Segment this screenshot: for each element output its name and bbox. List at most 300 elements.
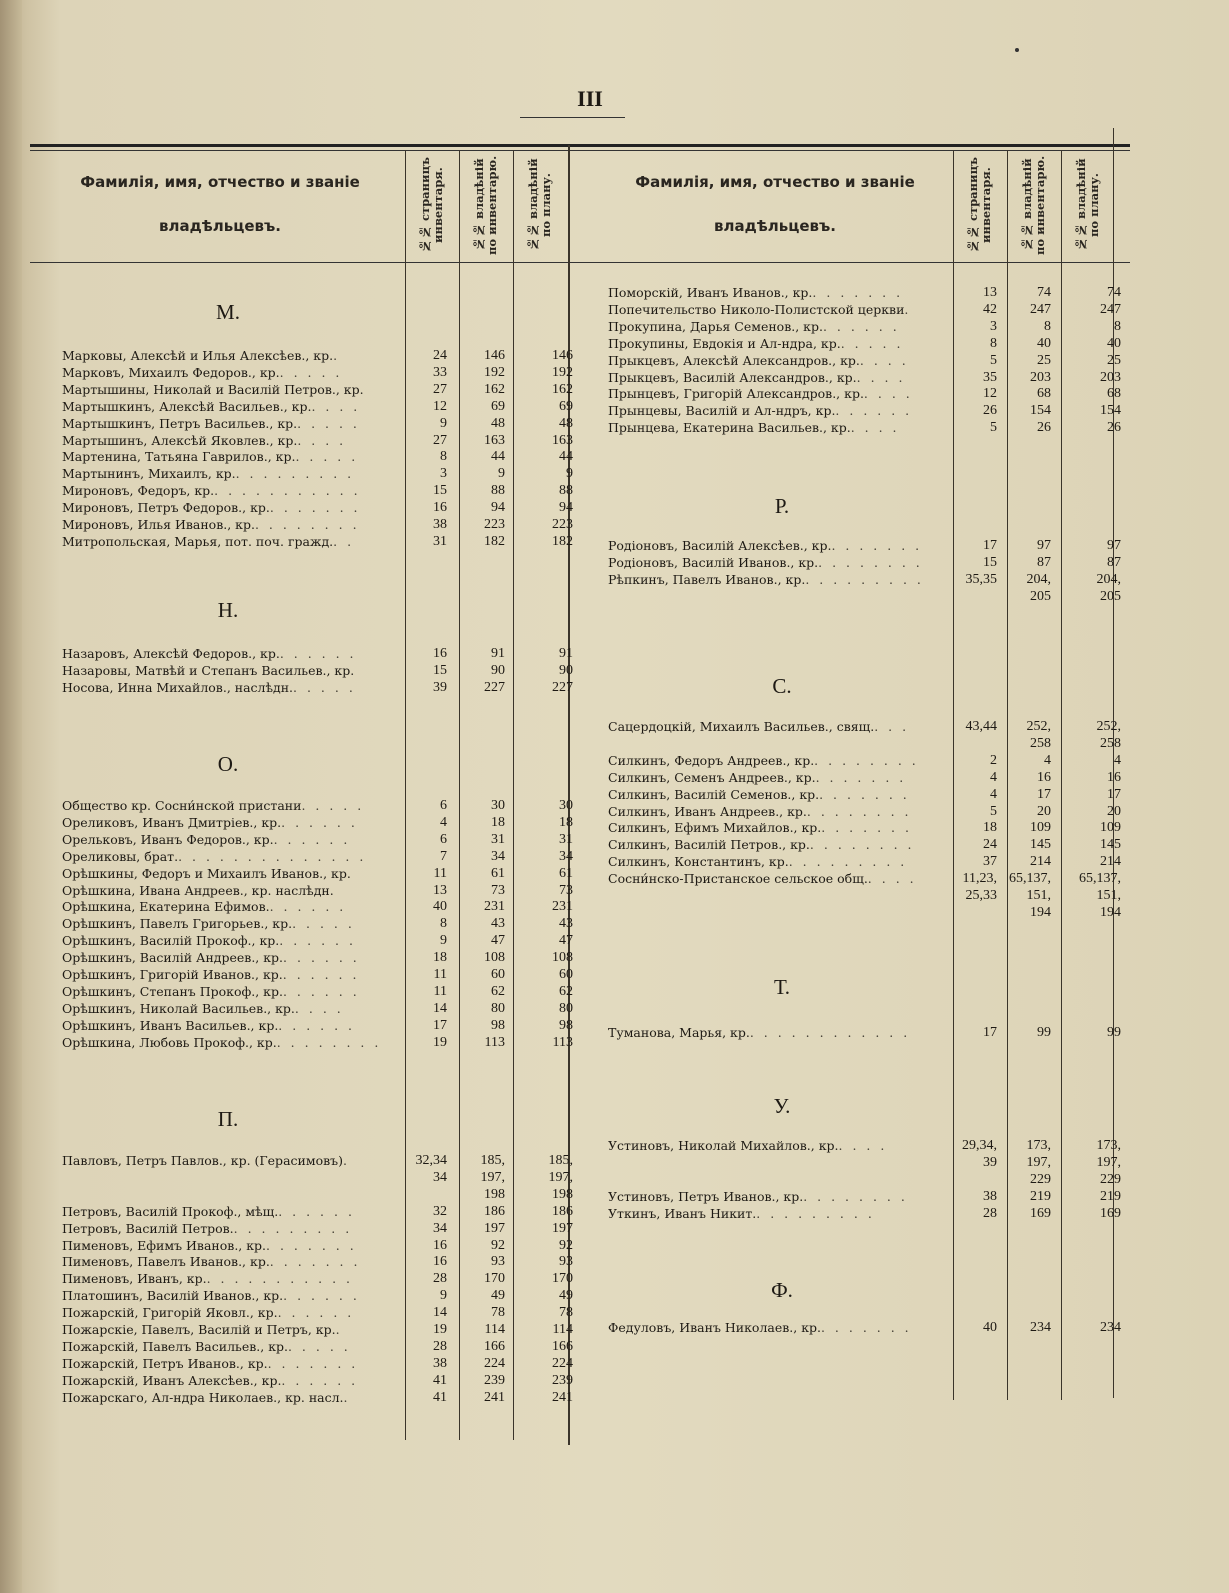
table-row — [0, 403, 1229, 419]
cell-c3: 44 — [559, 449, 573, 465]
cell-c3: 258 — [1100, 735, 1121, 751]
cell-c3: 192 — [552, 364, 573, 380]
cell-c1: 35,35 — [965, 571, 997, 587]
leader-dots: . . . . . . . . . — [233, 1220, 353, 1236]
cell-c2: 170 — [484, 1271, 505, 1287]
cell-c1: 12 — [983, 386, 997, 402]
table-row — [0, 572, 1229, 588]
table-row — [0, 386, 1229, 402]
cell-c2: 145 — [1030, 837, 1051, 853]
left-header-col1: №№ страницъ инвентаря. — [418, 157, 445, 253]
cell-c1: 28 — [433, 1338, 447, 1354]
leader-dots: . . . . . . — [822, 318, 900, 334]
leader-dots: . . . . — [856, 369, 906, 385]
cell-c1: 38 — [983, 1188, 997, 1204]
cell-c2: 8 — [1044, 318, 1051, 334]
cell-c2: 204, — [1026, 571, 1051, 587]
owner-name: Уткинъ, Иванъ Никит. — [608, 1205, 757, 1221]
cell-c3: 43 — [559, 916, 573, 932]
owner-name: Мироновъ, Федоръ, кр. — [62, 483, 215, 499]
owner-name: Силкинъ, Василій Семенов., кр. — [608, 786, 820, 802]
cell-c1: 3 — [440, 466, 447, 482]
cell-c1: 15 — [983, 554, 997, 570]
cell-c3: 252, — [1096, 719, 1121, 734]
cell-c3: 231 — [552, 899, 573, 915]
cell-c1: 40 — [433, 899, 447, 915]
cell-c2: 92 — [491, 1237, 505, 1253]
owner-name: Ореликовъ, Иванъ Дмитріев., кр. — [62, 814, 282, 830]
table-row — [0, 336, 1229, 352]
cell-c1: 32 — [433, 1203, 447, 1219]
cell-c3: 91 — [559, 646, 573, 661]
cell-c2: 223 — [484, 517, 505, 532]
section-letter: Р. — [774, 494, 790, 518]
cell-c2: 247 — [1030, 301, 1051, 317]
cell-c2: 74 — [1037, 285, 1051, 300]
cell-c2: 31 — [491, 831, 505, 847]
owner-name: Носова, Инна Михайлов., наслѣдн. — [62, 679, 294, 695]
cell-c3: 197, — [1096, 1154, 1121, 1170]
cell-c2: 78 — [491, 1305, 505, 1321]
cell-c2: 69 — [491, 398, 505, 414]
cell-c3: 48 — [559, 415, 573, 431]
owner-name: Ореликовы, брат. — [62, 848, 179, 864]
cell-c3: 227 — [552, 679, 573, 695]
table-row — [0, 1254, 1229, 1270]
cell-c2: 99 — [1037, 1025, 1051, 1040]
cell-c1: 16 — [433, 500, 447, 516]
cell-c2: 113 — [484, 1034, 505, 1050]
cell-c3: 26 — [1107, 420, 1121, 436]
cell-c2: 166 — [484, 1338, 505, 1354]
cell-c2: 73 — [491, 882, 505, 898]
page-number: III — [577, 86, 603, 111]
section-letter: У. — [773, 1094, 791, 1118]
cell-c2: 25 — [1037, 352, 1051, 368]
cell-c3: 197 — [552, 1220, 573, 1236]
cell-c2: 239 — [484, 1372, 505, 1388]
cell-c2: 87 — [1037, 554, 1051, 570]
table-row — [0, 804, 1229, 820]
cell-c1: 12 — [433, 398, 447, 414]
cell-c1: 34 — [433, 1220, 447, 1236]
table-row — [0, 370, 1229, 386]
cell-c2: 173, — [1026, 1138, 1051, 1153]
cell-c1: 9 — [440, 415, 447, 431]
cell-c1: 4 — [990, 786, 997, 802]
cell-c3: 162 — [552, 381, 573, 397]
table-top-rule — [30, 144, 1130, 147]
table-row — [0, 1169, 1229, 1188]
cell-c3: 20 — [1107, 803, 1121, 819]
left-header-col2: №№ владѣній по инвентарю. — [472, 155, 499, 255]
table-row — [0, 1001, 1229, 1017]
cell-c3: 9 — [566, 466, 573, 482]
cell-c1: 8 — [440, 916, 447, 932]
cell-c2: 154 — [1030, 403, 1051, 419]
cell-c1: 11 — [433, 967, 447, 982]
cell-c3: 99 — [1107, 1025, 1121, 1040]
cell-c3: 98 — [559, 1017, 573, 1033]
cell-c1: 9 — [440, 933, 447, 949]
cell-c3: 170 — [552, 1271, 573, 1287]
cell-c2: 65,137, — [1009, 871, 1051, 887]
cell-c1: 7 — [440, 848, 447, 864]
table-row — [0, 736, 1229, 752]
cell-c3: 30 — [559, 798, 573, 813]
table-row — [0, 820, 1229, 836]
cell-c2: 43 — [491, 916, 505, 932]
owner-name: Пожарскій, Григорій Яковл., кр. — [62, 1305, 278, 1321]
cell-c2: 20 — [1037, 803, 1051, 819]
cell-c2: 80 — [491, 1000, 505, 1016]
cell-c3: 73 — [559, 882, 573, 898]
table-row — [0, 1288, 1229, 1304]
cell-c1: 14 — [433, 1305, 447, 1321]
table-row — [0, 770, 1229, 786]
owner-name: Силкинъ, Семенъ Андреев., кр. — [608, 769, 816, 785]
leader-dots: . . . . . . . — [820, 1320, 912, 1335]
section-letter: О. — [217, 752, 239, 776]
right-header-col1: №№ страницъ инвентаря. — [966, 157, 993, 253]
owner-name: Пожарскій, Павелъ Васильев., кр. — [62, 1338, 288, 1354]
cell-c3: 108 — [552, 950, 573, 966]
cell-c3: 40 — [1107, 335, 1121, 351]
cell-c3: 247 — [1100, 301, 1121, 317]
cell-c3: 194 — [1100, 904, 1121, 920]
cell-c1: 14 — [433, 1000, 447, 1016]
table-row — [0, 1320, 1229, 1336]
cell-c1: 31 — [433, 533, 447, 549]
leader-dots: . . . . — [311, 398, 361, 414]
table-row — [0, 753, 1229, 769]
cell-c2: 98 — [491, 1017, 505, 1033]
cell-c3: 97 — [1107, 538, 1121, 553]
leader-dots: . . . . . . . — [821, 820, 912, 836]
cell-c3: 69 — [559, 398, 573, 414]
leader-dots: . — [904, 301, 912, 317]
cell-c2: 194 — [1030, 904, 1051, 920]
owner-name: Назаровы, Матвѣй и Степанъ Васильев., кр. — [62, 662, 355, 678]
leader-dots: . . . . . . — [273, 831, 351, 847]
table-row — [0, 1305, 1229, 1321]
cell-c1: 28 — [983, 1205, 997, 1221]
table-row — [0, 589, 1229, 605]
owner-name: Прыкцевъ, Алексѣй Александров., кр. — [608, 352, 860, 368]
cell-c2: 146 — [484, 348, 505, 363]
cell-c3: 186 — [552, 1203, 573, 1219]
table-row — [0, 1339, 1229, 1355]
cell-c2: 62 — [491, 983, 505, 999]
owner-name: Мартенина, Татьяна Гаврилов., кр. — [62, 449, 296, 465]
cell-c2: 34 — [491, 848, 505, 864]
cell-c3: 93 — [559, 1254, 573, 1270]
leader-dots: . . . . — [850, 420, 900, 436]
owner-name: Пименовъ, Иванъ, кр. — [62, 1271, 207, 1287]
owner-name: Орѣшкинъ, Григорій Иванов., кр. — [62, 967, 283, 982]
cell-c1: 29,34, — [962, 1138, 997, 1153]
cell-c1: 41 — [433, 1389, 447, 1405]
owner-name: Марковъ, Михаилъ Федоров., кр. — [62, 364, 280, 380]
table-row — [0, 1025, 1229, 1041]
owner-name: Сацердоцкій, Михаилъ Васильев., свящ. — [608, 719, 875, 734]
cell-c3: 18 — [559, 814, 573, 830]
table-row — [0, 517, 1229, 533]
table-row — [0, 888, 1229, 904]
leader-dots: . . . . . . . — [831, 538, 923, 553]
owner-name: Мартышкинъ, Алексѣй Васильев., кр. — [62, 398, 312, 414]
section-letter: П. — [217, 1107, 239, 1131]
leader-dots: . . . . . . . . — [803, 1188, 908, 1204]
cell-c3: 151, — [1096, 888, 1121, 903]
cell-c1: 39 — [433, 679, 447, 695]
owner-name: Орѣшкинъ, Василій Андреев., кр. — [62, 950, 284, 966]
cell-c1: 4 — [440, 814, 447, 830]
owner-name: Мартынинъ, Михаилъ, кр. — [62, 466, 236, 482]
right-header-name-line2: владѣльцевъ. — [714, 217, 836, 235]
cell-c3: 203 — [1100, 369, 1121, 385]
cell-c3: 17 — [1107, 786, 1121, 802]
right-header-name-line1: Фамилія, имя, отчество и званіе — [635, 173, 915, 191]
cell-c2: 61 — [491, 865, 505, 881]
table-row — [0, 967, 1229, 983]
owner-name: Поморскій, Иванъ Иванов., кр. — [608, 285, 813, 300]
leader-dots: . . . . . — [293, 679, 356, 695]
cell-c2: 162 — [484, 381, 505, 397]
cell-c1: 8 — [440, 449, 447, 465]
right-header-col3: №№ владѣній по плану. — [1074, 158, 1101, 252]
owner-name: Прокупины, Евдокія и Ал-ндра, кр. — [608, 335, 841, 351]
cell-c3: 114 — [552, 1322, 573, 1337]
section-letter: Т. — [774, 975, 790, 999]
cell-c1: 15 — [433, 662, 447, 678]
cell-c1: 17 — [983, 538, 997, 553]
owner-name: Орѣшкинъ, Иванъ Васильев., кр. — [62, 1017, 279, 1033]
cell-c2: 151, — [1026, 888, 1051, 903]
owner-name: Прыкцевъ, Василій Александров., кр. — [608, 369, 857, 385]
cell-c3: 8 — [1114, 318, 1121, 334]
cell-c2: 182 — [484, 533, 505, 549]
leader-dots: . . . . . — [292, 916, 355, 932]
cell-c2: 198 — [484, 1186, 505, 1202]
owner-name: Родіоновъ, Василій Алексѣев., кр. — [608, 538, 832, 553]
table-row — [0, 837, 1229, 853]
cell-c3: 31 — [559, 831, 573, 847]
leader-dots: . . . . . . . . . . . . — [749, 1025, 911, 1040]
cell-c2: 186 — [484, 1203, 505, 1219]
owner-name: Орѣшкинъ, Степанъ Прокоф., кр. — [62, 983, 283, 999]
cell-c1: 43,44 — [965, 719, 997, 734]
leader-dots: . . . . . . . — [269, 1254, 361, 1270]
cell-c2: 49 — [491, 1288, 505, 1304]
section-letter: М. — [216, 300, 240, 324]
leader-dots: . — [333, 348, 341, 363]
table-row — [0, 1390, 1229, 1406]
cell-c2: 231 — [484, 899, 505, 915]
cell-c3: 60 — [559, 967, 573, 982]
cell-c1: 38 — [433, 517, 447, 532]
cell-c1: 25,33 — [965, 888, 997, 903]
cell-c1: 5 — [990, 420, 997, 436]
cell-c2: 197, — [480, 1169, 505, 1185]
cell-c2: 88 — [491, 483, 505, 499]
cell-c1: 17 — [433, 1017, 447, 1033]
cell-c1: 32,34 — [415, 1153, 447, 1168]
table-row — [0, 1373, 1229, 1389]
cell-c3: 78 — [559, 1305, 573, 1321]
cell-c3: 224 — [552, 1355, 573, 1371]
cell-c3: 80 — [559, 1000, 573, 1016]
leader-dots: . . — [333, 533, 355, 549]
cell-c1: 26 — [983, 403, 997, 419]
cell-c3: 145 — [1100, 837, 1121, 853]
cell-c3: 65,137, — [1079, 871, 1121, 887]
table-row — [0, 787, 1229, 803]
cell-c2: 90 — [491, 662, 505, 678]
cell-c2: 97 — [1037, 538, 1051, 553]
cell-c3: 197, — [548, 1169, 573, 1185]
leader-dots: . . . . . . — [279, 933, 356, 949]
owner-name: Мироновъ, Петръ Федоров., кр. — [62, 500, 270, 516]
leader-dots: . . . . . . — [282, 967, 360, 982]
cell-c2: 169 — [1030, 1205, 1051, 1221]
leader-dots: . . . . . . . — [815, 769, 907, 785]
leader-dots: . . . . . . — [835, 403, 913, 419]
cell-c3: 154 — [1100, 403, 1121, 419]
cell-c2: 229 — [1030, 1171, 1051, 1187]
table-row — [0, 680, 1229, 696]
owner-name: Пожарскіе, Павелъ, Василій и Петръ, кр. — [62, 1322, 336, 1337]
cell-c3: 146 — [552, 348, 573, 363]
leader-dots: . . . . . . . . — [814, 752, 919, 768]
leader-dots: . . . . . . . . — [806, 803, 912, 819]
owner-name: Попечительство Николо-Полистской церкви — [608, 301, 905, 317]
cell-c3: 62 — [559, 983, 573, 999]
cell-c2: 219 — [1030, 1188, 1051, 1204]
leader-dots: . . . . . . . . — [809, 837, 915, 853]
leader-dots: . . . . . . . . . — [788, 854, 908, 870]
cell-c1: 27 — [433, 381, 447, 397]
right-header-name — [605, 160, 945, 248]
leader-dots: . . . . . . . — [819, 786, 910, 802]
leader-dots: . . . . . . — [281, 814, 358, 830]
left-header-name-line2: владѣльцевъ. — [159, 217, 281, 235]
cell-c1: 41 — [433, 1372, 447, 1388]
owner-name: Петровъ, Василій Прокоф., мѣщ. — [62, 1203, 279, 1219]
cell-c1: 19 — [433, 1322, 447, 1337]
leader-dots: . . . . . — [295, 449, 359, 465]
cell-c1: 9 — [440, 1288, 447, 1304]
leader-dots: . . . . . — [301, 798, 365, 813]
leader-dots: . . . . — [297, 432, 347, 448]
cell-c3: 234 — [1100, 1320, 1121, 1335]
cell-c1: 19 — [433, 1034, 447, 1050]
cell-c2: 252, — [1026, 719, 1051, 734]
owner-name: Мартышины, Николай и Василій Петров., кр. — [62, 381, 364, 397]
cell-c2: 214 — [1030, 854, 1051, 870]
leader-dots: . . . . . . . . . . . — [214, 483, 361, 499]
cell-c3: 214 — [1100, 854, 1121, 870]
leader-dots: . . . . . . — [281, 1372, 359, 1388]
leader-dots: . . . . . . — [283, 950, 360, 966]
owner-name: Устиновъ, Николай Михайлов., кр. — [608, 1138, 839, 1153]
leader-dots: . — [335, 1322, 343, 1337]
leader-dots: . . . . . . . . — [254, 517, 360, 532]
leader-dots: . . . . . . — [277, 1305, 355, 1321]
cell-c1: 38 — [433, 1355, 447, 1371]
cell-c2: 60 — [491, 967, 505, 982]
table-row — [0, 1356, 1229, 1372]
leader-dots: . . . . . . . . — [818, 554, 923, 570]
leader-dots: . . . . . . . . — [276, 1034, 382, 1050]
page-number-rule — [520, 117, 625, 118]
cell-c1: 24 — [433, 348, 447, 363]
cell-c3: 223 — [552, 517, 573, 532]
cell-c2: 9 — [498, 466, 505, 482]
leader-dots: . . . . . . — [269, 899, 347, 915]
cell-c3: 49 — [559, 1288, 573, 1304]
cell-c3: 169 — [1100, 1205, 1121, 1221]
leader-dots: . . . . . — [287, 1338, 351, 1354]
right-header-col2: №№ владѣній по инвентарю. — [1020, 155, 1047, 255]
cell-c3: 204, — [1096, 571, 1121, 587]
table-row — [0, 1221, 1229, 1237]
cell-c1: 11 — [433, 865, 447, 881]
owner-name: Прынцевъ, Григорій Александров., кр. — [608, 386, 864, 402]
leader-dots: . . . . . . . — [266, 1237, 357, 1253]
cell-c1: 39 — [983, 1154, 997, 1170]
leader-dots: . . . . . . . — [267, 1355, 359, 1371]
cell-c3: 113 — [552, 1034, 573, 1050]
table-row — [0, 466, 1229, 482]
cell-c1: 8 — [990, 335, 997, 351]
leader-dots: . . . . . . . — [812, 285, 904, 300]
cell-c2: 16 — [1037, 769, 1051, 785]
owner-name: Орѣшкинъ, Василій Прокоф., кр. — [62, 933, 280, 949]
cell-c2: 258 — [1030, 735, 1051, 751]
cell-c3: 198 — [552, 1186, 573, 1202]
leader-dots: . . . . . . . — [269, 500, 361, 516]
cell-c2: 48 — [491, 415, 505, 431]
cell-c2: 93 — [491, 1254, 505, 1270]
cell-c1: 33 — [433, 364, 447, 380]
table-row — [0, 1238, 1229, 1254]
owner-name: Мироновъ, Илья Иванов., кр. — [62, 517, 255, 532]
cell-c1: 24 — [983, 837, 997, 853]
cell-c2: 18 — [491, 814, 505, 830]
leader-dots: . . . . . . — [283, 1288, 360, 1304]
leader-dots: . . . . . . . . . — [756, 1205, 875, 1221]
owner-name: Силкинъ, Федоръ Андреев., кр. — [608, 752, 815, 768]
table-row — [0, 1203, 1229, 1222]
owner-name: Петровъ, Василій Петров. — [62, 1220, 234, 1236]
cell-c1: 42 — [983, 301, 997, 317]
cell-c1: 37 — [983, 854, 997, 870]
owner-name: Орѣшкины, Федоръ и Михаилъ Иванов., кр. — [62, 865, 351, 881]
leader-dots: . . . — [874, 719, 910, 734]
table-row — [0, 555, 1229, 571]
leader-dots: . . . . . — [279, 364, 343, 380]
cell-c2: 203 — [1030, 369, 1051, 385]
owner-name: Силкинъ, Василій Петров., кр. — [608, 837, 810, 853]
table-row — [0, 905, 1229, 921]
cell-c3: 219 — [1100, 1188, 1121, 1204]
owner-name: Орѣшкина, Любовь Прокоф., кр. — [62, 1034, 277, 1050]
owner-name: Пожарскій, Иванъ Алексѣев., кр. — [62, 1372, 282, 1388]
owner-name: Орѣшкинъ, Павелъ Григорьев., кр. — [62, 916, 293, 932]
owner-name: Орельковъ, Иванъ Федоров., кр. — [62, 831, 274, 847]
owner-name: Мартышкинъ, Петръ Васильев., кр. — [62, 415, 298, 431]
